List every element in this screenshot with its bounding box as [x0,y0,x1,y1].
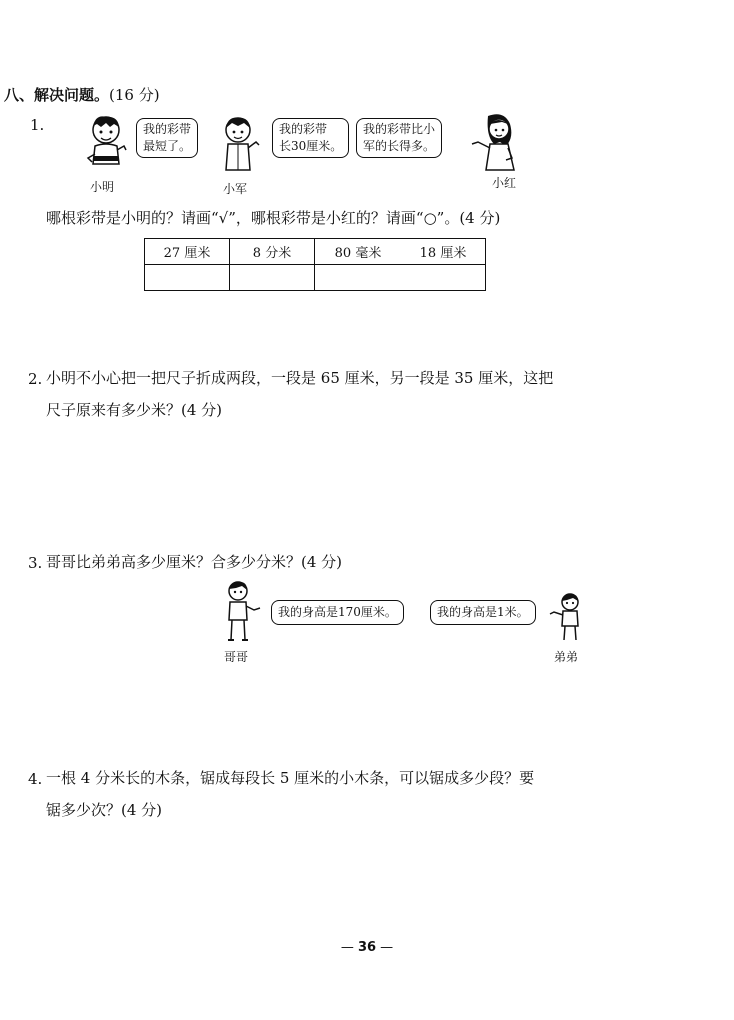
gege-figure [222,580,266,646]
xiaoming-name: 小明 [90,180,115,194]
q3-number: 3. [28,554,43,572]
section-points: (16 分) [109,86,160,104]
section-heading [4,84,160,105]
ribbon-length-table [144,238,486,291]
q1-question: 哪根彩带是小明的？请画“√”，哪根彩带是小红的？请画“○”。(4 分) [46,209,501,227]
gege-name: 哥哥 [224,650,249,664]
xiaohong-name: 小红 [492,176,517,190]
xiaoming-speech-bubble: 我的彩带 最短了。 [136,118,198,158]
didi-figure [548,592,588,644]
table-cell-18cm: 18 厘米 [401,239,486,265]
didi-speech-bubble: 我的身高是1米。 [430,600,536,625]
section-heading-text: 八、解决问题。 [4,86,110,104]
table-answer-row [145,265,486,291]
gege-speech-bubble: 我的身高是170厘米。 [271,600,404,625]
xiaohong-figure [466,112,526,174]
xiaojun-name: 小军 [223,182,248,196]
xiaojun-speech-bubble: 我的彩带 长30厘米。 [272,118,349,158]
didi-name: 弟弟 [554,650,579,664]
table-cell-8dm: 8 分米 [230,239,315,265]
q2-number: 2. [28,370,43,388]
table-cell-80mm: 80 毫米 [315,239,402,265]
table-cell-27cm: 27 厘米 [145,239,230,265]
table-header-row [145,239,486,265]
answer-cell[interactable] [145,265,230,291]
xiaoming-figure [86,114,130,176]
page-number-dash-left: — [340,940,358,955]
page-number-value: 36 [357,940,377,955]
q1-number: 1. [30,116,45,134]
q4-number: 4. [28,770,43,788]
answer-cell[interactable] [230,265,315,291]
q4-line2: 锯多少次？(4 分) [46,801,163,819]
q2-line2: 尺子原来有多少米？(4 分) [46,401,223,419]
q2-line1: 小明不小心把一把尺子折成两段，一段是 65 厘米，另一段是 35 厘米，这把 [46,369,554,387]
xiaojun-figure [218,114,262,176]
page-number-dash-right: — [376,940,394,955]
q3-question: 哥哥比弟弟高多少厘米？合多少分米？(4 分) [46,553,343,571]
page-number [0,940,734,955]
q4-line1: 一根 4 分米长的木条，锯成每段长 5 厘米的小木条，可以锯成多少段？要 [46,769,535,787]
answer-cell[interactable] [315,265,486,291]
xiaohong-speech-bubble: 我的彩带比小 军的长得多。 [356,118,442,158]
